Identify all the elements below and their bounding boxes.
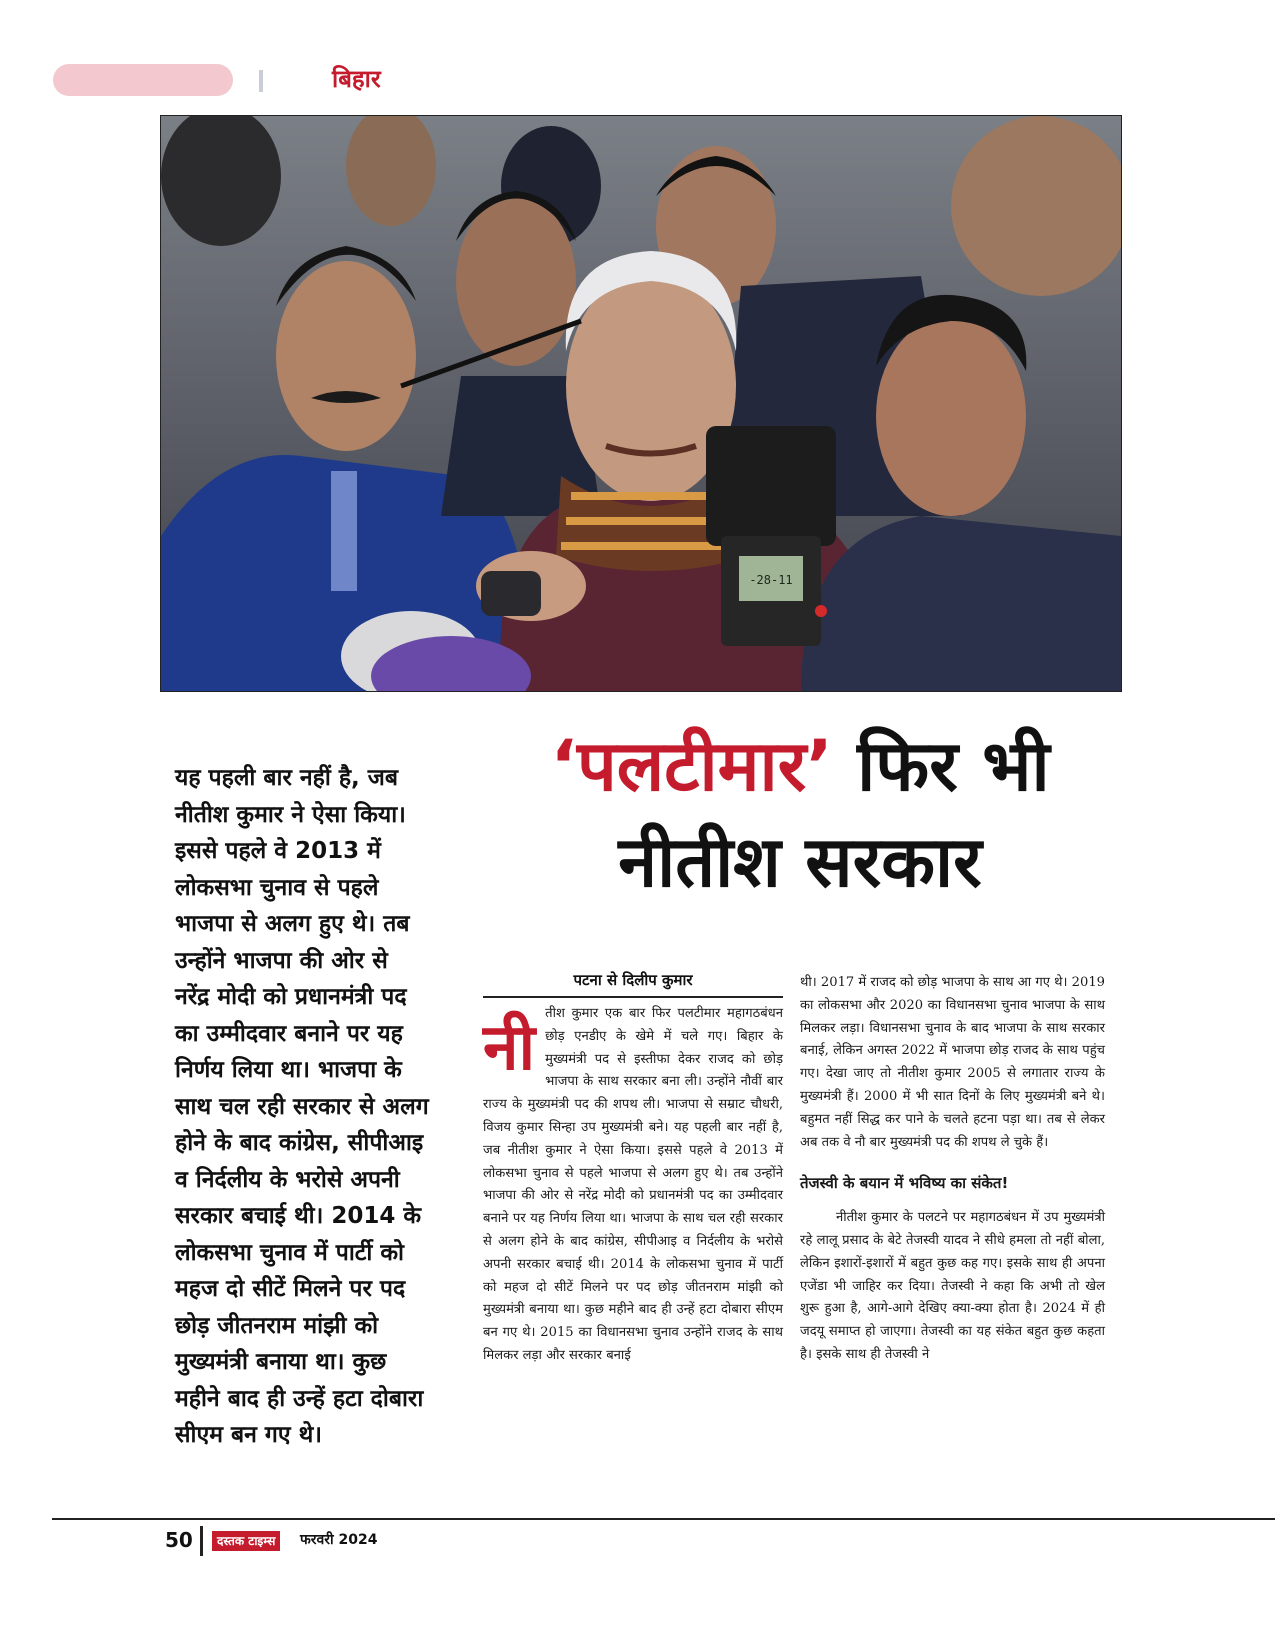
article-column-1 bbox=[483, 1003, 783, 1368]
article-col2b-text: नीतीश कुमार के पलटने पर महागठबंधन में उप मुख्यमंत्री रहे लालू प्रसाद के बेटे तेजस्वी यादव ने सीधे हमला तो नहीं बोला, लेकिन इशारों-इशारों में बहुत कुछ कह गए। इसके साथ ही अपना एजेंडा भी जाहिर कर दिया। तेजस्वी ने कहा कि अभी तो खेल शुरू हुआ है, आगे-आगे देखिए क्या-क्या होता है। 2024 में ही जदयू समाप्त हो जाएगा। तेजस्वी का यह संकेत बहुत कुछ कहता है। इसके साथ ही तेजस्वी ने bbox=[800, 1210, 1105, 1362]
lead-photo-illustration bbox=[161, 116, 1121, 691]
footer-divider bbox=[200, 1526, 203, 1556]
article-col2-text: थी। 2017 में राजद को छोड़ भाजपा के साथ आ गए थे। 2019 का लोकसभा और 2020 का विधानसभा चुनाव भाजपा के साथ मिलकर लड़ा। विधानसभा चुनाव के बाद भाजपा के साथ सरकार बनाई, लेकिन अगस्त 2022 में भाजपा छोड़ राजद के साथ पहुंच गए। देखा जाए तो नीतीश कुमार 2005 से लगातार राज्य के मुख्यमंत्री हैं। 2000 में भी सात दिनों के लिए मुख्यमंत्री बने थे। बहुमत नहीं सिद्ध कर पाने के चलते हटना पड़ा था। तब से लेकर अब तक वे नौ बार मुख्यमंत्री पद की शपथ ले चुके हैं। bbox=[800, 975, 1105, 1150]
article-subheading: तेजस्वी के बयान में भविष्य का संकेत! bbox=[800, 1174, 1009, 1193]
footer-rule bbox=[52, 1518, 1275, 1520]
headline-line1-rest: फिर भी bbox=[857, 725, 1050, 807]
article-column-2 bbox=[800, 972, 1105, 1367]
issue-date: फरवरी 2024 bbox=[300, 1532, 378, 1548]
magazine-logo: दस्तक टाइम्स bbox=[212, 1531, 280, 1551]
page-number: 50 bbox=[165, 1528, 193, 1552]
headline-quoted-word: ‘पलटीमार’ bbox=[550, 725, 833, 807]
pull-quote: यह पहली बार नहीं है, जब नीतीश कुमार ने ऐसा किया। इससे पहले वे 2013 में लोकसभा चुनाव से पहले भाजपा से अलग हुए थे। तब उन्होंने भाजपा की ओर से नरेंद्र मोदी को प्रधानमंत्री पद का उम्मीदवार बनाने पर यह निर्णय लिया था। भाजपा के साथ चल रही सरकार से अलग होने के बाद कांग्रेस, सीपीआइ व निर्दलीय के भरोसे अपनी सरकार बचाई थी। 2014 के लोकसभा चुनाव में पार्टी को महज दो सीटें मिलने पर पद छोड़ जीतनराम मांझी को मुख्यमंत्री बनाया था। कुछ महीने बाद ही उन्हें हटा दोबारा सीएम बन गए थे। bbox=[175, 765, 429, 1448]
drop-cap: नी bbox=[483, 1011, 536, 1085]
article-col1-text: तीश कुमार एक बार फिर पलटीमार महागठबंधन छोड़ एनडीए के खेमे में चले गए। बिहार के मुख्यमंत्री पद से इस्तीफा देकर राजद को छोड़ भाजपा के साथ सरकार बना ली। उन्होंने नौवीं बार राज्य के मुख्यमंत्री पद की शपथ ली। भाजपा से सम्राट चौधरी, विजय कुमार सिन्हा उप मुख्यमंत्री बने। यह पहली बार नहीं है, जब नीतीश कुमार ने ऐसा किया। इससे पहले वे 2013 में लोकसभा चुनाव से पहले भाजपा से अलग हुए थे। तब उन्होंने भाजपा की ओर से नरेंद्र मोदी को प्रधानमंत्री पद का उम्मीदवार बनाने पर यह निर्णय लिया था। भाजपा के साथ चल रही सरकार से अलग होने के बाद कांग्रेस, सीपीआइ व निर्दलीय के भरोसे अपनी सरकार बचाई थी। 2014 के लोकसभा चुनाव में पार्टी को महज दो सीटें मिलने पर पद छोड़ जीतनराम मांझी को मुख्यमंत्री बनाया था। कुछ महीने बाद ही उन्हें हटा दोबारा सीएम बन गए थे। 2015 का विधानसभा चुनाव उन्होंने राजद के साथ मिलकर लड़ा और सरकार बनाई bbox=[483, 1006, 783, 1363]
byline: पटना से दिलीप कुमार bbox=[483, 970, 783, 998]
headline bbox=[470, 720, 1130, 912]
flash-display-text: -28-11 bbox=[749, 573, 793, 587]
section-divider bbox=[259, 70, 263, 92]
section-label: बिहार bbox=[332, 65, 381, 93]
headline-line2: नीतीश सरकार bbox=[618, 821, 982, 903]
lead-photo bbox=[160, 115, 1122, 692]
section-tab-pill bbox=[53, 64, 233, 96]
